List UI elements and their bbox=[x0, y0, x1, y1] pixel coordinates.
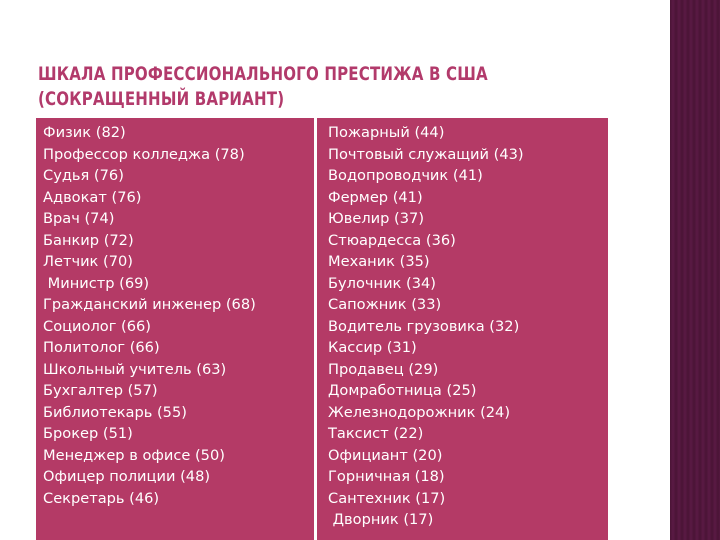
list-item: Железнодорожник (24) bbox=[328, 403, 511, 421]
list-item: Брокер (51) bbox=[43, 425, 133, 442]
prestige-table bbox=[36, 118, 608, 540]
list-item: Физик (82) bbox=[43, 124, 126, 141]
list-item: Сантехник (17) bbox=[328, 489, 446, 507]
list-item: Почтовый служащий (43) bbox=[328, 145, 524, 163]
list-item: Судья (76) bbox=[43, 167, 124, 184]
slide-title-line-2: (СОКРАЩЕННЫЙ ВАРИАНТ) bbox=[38, 88, 285, 110]
list-item: Офицер полиции (48) bbox=[43, 468, 211, 485]
list-item: Сапожник (33) bbox=[328, 296, 442, 313]
list-item: Ювелир (37) bbox=[328, 210, 425, 227]
list-item: Механик (35) bbox=[328, 253, 430, 270]
decorative-side-band bbox=[670, 0, 720, 540]
list-item: Водопроводчик (41) bbox=[328, 167, 483, 184]
list-item: Политолог (66) bbox=[43, 339, 160, 356]
list-item: Таксист (22) bbox=[328, 425, 424, 442]
list-item: Булочник (34) bbox=[328, 274, 436, 292]
left-column bbox=[36, 118, 317, 540]
list-item: Гражданский инженер (68) bbox=[43, 296, 256, 313]
list-item: Горничная (18) bbox=[328, 468, 445, 485]
list-item: Летчик (70) bbox=[43, 253, 133, 270]
right-column bbox=[320, 118, 608, 540]
slide-title-line-1: ШКАЛА ПРОФЕССИОНАЛЬНОГО ПРЕСТИЖА В США bbox=[38, 63, 488, 85]
list-item: Кассир (31) bbox=[328, 339, 417, 356]
list-item: Секретарь (46) bbox=[43, 489, 160, 507]
list-item: Министр (69) bbox=[43, 274, 150, 292]
list-item: Банкир (72) bbox=[43, 231, 134, 249]
list-item: Бухгалтер (57) bbox=[43, 382, 158, 399]
list-item: Профессор колледжа (78) bbox=[43, 145, 245, 163]
list-item: Библиотекарь (55) bbox=[43, 403, 187, 421]
list-item: Социолог (66) bbox=[43, 317, 151, 335]
list-item: Официант (20) bbox=[328, 446, 443, 464]
list-item: Фермер (41) bbox=[328, 188, 423, 206]
list-item: Врач (74) bbox=[43, 210, 115, 227]
list-item: Водитель грузовика (32) bbox=[328, 317, 520, 335]
list-item: Домработница (25) bbox=[328, 382, 477, 399]
list-item: Адвокат (76) bbox=[43, 188, 142, 206]
list-item: Менеджер в офисе (50) bbox=[43, 446, 225, 464]
list-item: Школьный учитель (63) bbox=[43, 360, 227, 378]
list-item: Продавец (29) bbox=[328, 360, 439, 378]
list-item: Стюардесса (36) bbox=[328, 231, 456, 249]
list-item: Пожарный (44) bbox=[328, 124, 445, 141]
slide-title bbox=[38, 62, 566, 112]
list-item: Дворник (17) bbox=[328, 511, 434, 528]
